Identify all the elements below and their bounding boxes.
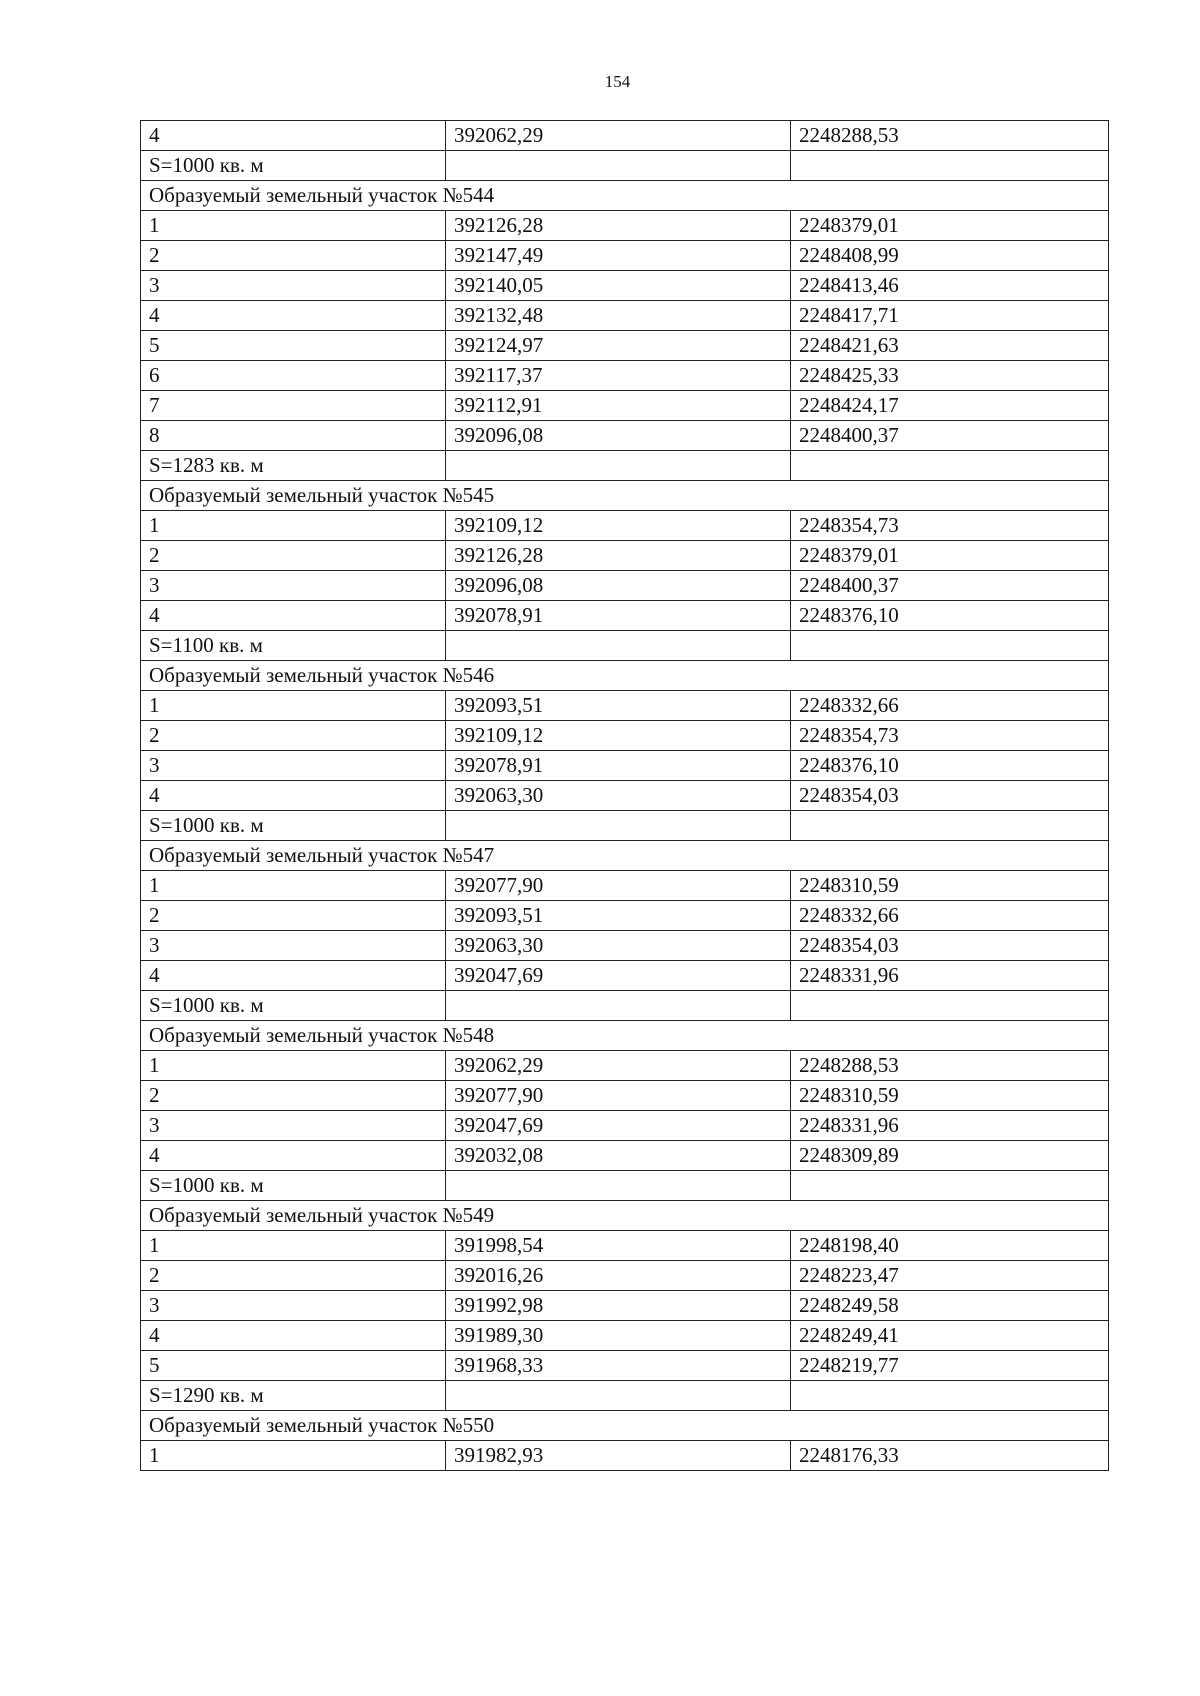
point-row — [141, 1261, 1109, 1291]
area-row — [141, 1171, 1109, 1201]
area-row — [141, 451, 1109, 481]
point-number: 5 — [141, 331, 446, 361]
point-number: 3 — [141, 271, 446, 301]
y-coordinate: 2248331,96 — [791, 1111, 1109, 1141]
x-coordinate: 392047,69 — [446, 961, 791, 991]
empty-cell — [446, 451, 791, 481]
point-number: 1 — [141, 511, 446, 541]
area-row — [141, 631, 1109, 661]
y-coordinate: 2248424,17 — [791, 391, 1109, 421]
area-row — [141, 1381, 1109, 1411]
y-coordinate: 2248176,33 — [791, 1441, 1109, 1471]
parcel-title: Образуемый земельный участок №549 — [141, 1201, 1109, 1231]
point-row — [141, 271, 1109, 301]
x-coordinate: 392078,91 — [446, 751, 791, 781]
y-coordinate: 2248354,73 — [791, 721, 1109, 751]
x-coordinate: 392109,12 — [446, 511, 791, 541]
x-coordinate: 392096,08 — [446, 571, 791, 601]
y-coordinate: 2248421,63 — [791, 331, 1109, 361]
empty-cell — [791, 151, 1109, 181]
point-number: 3 — [141, 1291, 446, 1321]
point-number: 1 — [141, 871, 446, 901]
empty-cell — [446, 1171, 791, 1201]
y-coordinate: 2248309,89 — [791, 1141, 1109, 1171]
x-coordinate: 392124,97 — [446, 331, 791, 361]
y-coordinate: 2248249,41 — [791, 1321, 1109, 1351]
point-row — [141, 1231, 1109, 1261]
parcel-header-row — [141, 1411, 1109, 1441]
y-coordinate: 2248408,99 — [791, 241, 1109, 271]
point-number: 8 — [141, 421, 446, 451]
point-row — [141, 361, 1109, 391]
point-row — [141, 751, 1109, 781]
area-row — [141, 991, 1109, 1021]
y-coordinate: 2248400,37 — [791, 571, 1109, 601]
point-row — [141, 1291, 1109, 1321]
y-coordinate: 2248310,59 — [791, 1081, 1109, 1111]
x-coordinate: 391989,30 — [446, 1321, 791, 1351]
empty-cell — [791, 631, 1109, 661]
x-coordinate: 392096,08 — [446, 421, 791, 451]
point-number: 4 — [141, 1321, 446, 1351]
y-coordinate: 2248354,03 — [791, 781, 1109, 811]
point-row — [141, 541, 1109, 571]
point-number: 7 — [141, 391, 446, 421]
x-coordinate: 392062,29 — [446, 121, 791, 151]
x-coordinate: 392140,05 — [446, 271, 791, 301]
point-row — [141, 871, 1109, 901]
parcel-title: Образуемый земельный участок №544 — [141, 181, 1109, 211]
point-row — [141, 1111, 1109, 1141]
y-coordinate: 2248417,71 — [791, 301, 1109, 331]
point-row — [141, 1441, 1109, 1471]
point-row — [141, 211, 1109, 241]
point-row — [141, 511, 1109, 541]
point-row — [141, 601, 1109, 631]
x-coordinate: 392112,91 — [446, 391, 791, 421]
y-coordinate: 2248288,53 — [791, 121, 1109, 151]
empty-cell — [446, 631, 791, 661]
point-number: 2 — [141, 1261, 446, 1291]
x-coordinate: 392109,12 — [446, 721, 791, 751]
point-row — [141, 571, 1109, 601]
x-coordinate: 392126,28 — [446, 211, 791, 241]
parcel-header-row — [141, 841, 1109, 871]
y-coordinate: 2248413,46 — [791, 271, 1109, 301]
point-row — [141, 1321, 1109, 1351]
y-coordinate: 2248332,66 — [791, 691, 1109, 721]
point-number: 6 — [141, 361, 446, 391]
x-coordinate: 392147,49 — [446, 241, 791, 271]
point-number: 1 — [141, 1441, 446, 1471]
point-number: 2 — [141, 241, 446, 271]
x-coordinate: 391982,93 — [446, 1441, 791, 1471]
area-value: S=1000 кв. м — [141, 1171, 446, 1201]
x-coordinate: 392117,37 — [446, 361, 791, 391]
point-row — [141, 721, 1109, 751]
point-number: 1 — [141, 691, 446, 721]
x-coordinate: 392093,51 — [446, 901, 791, 931]
point-number: 5 — [141, 1351, 446, 1381]
point-number: 3 — [141, 751, 446, 781]
empty-cell — [791, 991, 1109, 1021]
point-row — [141, 1351, 1109, 1381]
y-coordinate: 2248310,59 — [791, 871, 1109, 901]
point-number: 2 — [141, 541, 446, 571]
y-coordinate: 2248249,58 — [791, 1291, 1109, 1321]
area-value: S=1283 кв. м — [141, 451, 446, 481]
point-number: 3 — [141, 571, 446, 601]
parcel-header-row — [141, 481, 1109, 511]
parcel-title: Образуемый земельный участок №547 — [141, 841, 1109, 871]
area-value: S=1000 кв. м — [141, 991, 446, 1021]
point-number: 4 — [141, 601, 446, 631]
y-coordinate: 2248198,40 — [791, 1231, 1109, 1261]
empty-cell — [446, 1381, 791, 1411]
y-coordinate: 2248331,96 — [791, 961, 1109, 991]
point-row — [141, 901, 1109, 931]
x-coordinate: 392078,91 — [446, 601, 791, 631]
point-number: 4 — [141, 1141, 446, 1171]
point-number: 1 — [141, 1231, 446, 1261]
parcel-title: Образуемый земельный участок №548 — [141, 1021, 1109, 1051]
parcel-title: Образуемый земельный участок №546 — [141, 661, 1109, 691]
x-coordinate: 392063,30 — [446, 781, 791, 811]
empty-cell — [791, 1171, 1109, 1201]
y-coordinate: 2248288,53 — [791, 1051, 1109, 1081]
empty-cell — [791, 1381, 1109, 1411]
point-row — [141, 1141, 1109, 1171]
x-coordinate: 391998,54 — [446, 1231, 791, 1261]
parcel-title: Образуемый земельный участок №545 — [141, 481, 1109, 511]
coordinates-table-body — [141, 121, 1109, 1471]
y-coordinate: 2248379,01 — [791, 541, 1109, 571]
y-coordinate: 2248400,37 — [791, 421, 1109, 451]
parcel-title: Образуемый земельный участок №550 — [141, 1411, 1109, 1441]
x-coordinate: 391992,98 — [446, 1291, 791, 1321]
x-coordinate: 391968,33 — [446, 1351, 791, 1381]
point-row — [141, 241, 1109, 271]
x-coordinate: 392093,51 — [446, 691, 791, 721]
point-row — [141, 301, 1109, 331]
point-number: 4 — [141, 301, 446, 331]
coordinates-table — [140, 120, 1109, 1471]
point-number: 2 — [141, 721, 446, 751]
parcel-header-row — [141, 1201, 1109, 1231]
area-value: S=1100 кв. м — [141, 631, 446, 661]
point-row — [141, 421, 1109, 451]
parcel-header-row — [141, 1021, 1109, 1051]
y-coordinate: 2248376,10 — [791, 751, 1109, 781]
y-coordinate: 2248219,77 — [791, 1351, 1109, 1381]
point-number: 4 — [141, 121, 446, 151]
y-coordinate: 2248376,10 — [791, 601, 1109, 631]
empty-cell — [446, 151, 791, 181]
point-number: 1 — [141, 211, 446, 241]
x-coordinate: 392016,26 — [446, 1261, 791, 1291]
point-row — [141, 331, 1109, 361]
y-coordinate: 2248332,66 — [791, 901, 1109, 931]
x-coordinate: 392126,28 — [446, 541, 791, 571]
y-coordinate: 2248379,01 — [791, 211, 1109, 241]
x-coordinate: 392062,29 — [446, 1051, 791, 1081]
area-value: S=1000 кв. м — [141, 151, 446, 181]
parcel-header-row — [141, 181, 1109, 211]
point-row — [141, 1051, 1109, 1081]
x-coordinate: 392047,69 — [446, 1111, 791, 1141]
y-coordinate: 2248425,33 — [791, 361, 1109, 391]
point-row — [141, 931, 1109, 961]
point-row — [141, 1081, 1109, 1111]
point-number: 1 — [141, 1051, 446, 1081]
point-number: 4 — [141, 781, 446, 811]
page-number: 154 — [604, 72, 631, 91]
area-row — [141, 811, 1109, 841]
point-number: 3 — [141, 1111, 446, 1141]
empty-cell — [791, 811, 1109, 841]
point-row — [141, 961, 1109, 991]
point-row — [141, 781, 1109, 811]
point-row — [141, 391, 1109, 421]
point-number: 2 — [141, 901, 446, 931]
area-value: S=1000 кв. м — [141, 811, 446, 841]
point-number: 4 — [141, 961, 446, 991]
y-coordinate: 2248354,73 — [791, 511, 1109, 541]
x-coordinate: 392063,30 — [446, 931, 791, 961]
x-coordinate: 392132,48 — [446, 301, 791, 331]
empty-cell — [446, 991, 791, 1021]
point-row — [141, 691, 1109, 721]
point-number: 3 — [141, 931, 446, 961]
point-row — [141, 121, 1109, 151]
point-number: 2 — [141, 1081, 446, 1111]
y-coordinate: 2248354,03 — [791, 931, 1109, 961]
parcel-header-row — [141, 661, 1109, 691]
empty-cell — [446, 811, 791, 841]
x-coordinate: 392077,90 — [446, 1081, 791, 1111]
area-row — [141, 151, 1109, 181]
x-coordinate: 392077,90 — [446, 871, 791, 901]
area-value: S=1290 кв. м — [141, 1381, 446, 1411]
x-coordinate: 392032,08 — [446, 1141, 791, 1171]
y-coordinate: 2248223,47 — [791, 1261, 1109, 1291]
empty-cell — [791, 451, 1109, 481]
